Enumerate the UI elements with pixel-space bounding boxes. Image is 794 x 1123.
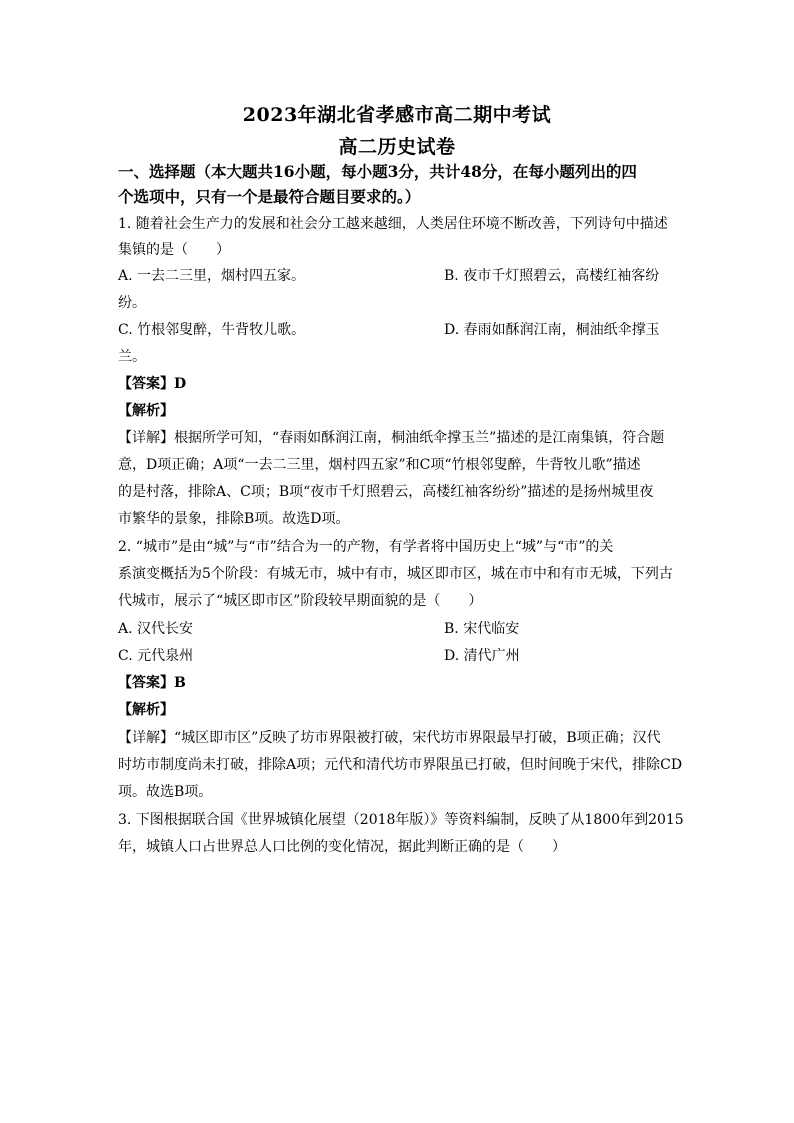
q2-option-d: D. 清代广州 bbox=[444, 648, 520, 664]
q2-option-b: B. 宋代临安 bbox=[444, 621, 520, 637]
q1-detail-line2: 意，D项正确；A项“一去二三里，烟村四五家”和C项“竹根邻叟醉，牛背牧儿歌”描述 bbox=[118, 457, 641, 473]
q1-option-a: A. 一去二三里，烟村四五家。 bbox=[118, 268, 306, 284]
q3-stem-line2: 年，城镇人口占世界总人口比例的变化情况，据此判断正确的是（ ） bbox=[118, 839, 566, 855]
q2-detail-line3: 项。故选B项。 bbox=[118, 784, 213, 800]
q1-option-c: C. 竹根邻叟醉，牛背牧儿歌。 bbox=[118, 322, 306, 338]
q1-option-b-cont: 纷。 bbox=[118, 295, 146, 311]
q2-analysis-label: 【解析】 bbox=[118, 702, 174, 718]
q2-stem-line3: 代城市，展示了“城区即市区”阶段较早期面貌的是（ ） bbox=[118, 593, 483, 609]
q2-detail-line1: 【详解】“城区即市区”反映了坊市界限被打破，宋代坊市界限最早打破，B项正确；汉代 bbox=[118, 730, 661, 746]
q1-option-d: D. 春雨如酥润江南，桐油纸伞撑玉 bbox=[444, 322, 660, 338]
q2-stem-line2: 系演变概括为5个阶段：有城无市，城中有市，城区即市区，城在市中和有市无城，下列古 bbox=[118, 566, 673, 582]
q2-option-c: C. 元代泉州 bbox=[118, 648, 194, 664]
q1-detail-line1: 【详解】根据所学可知，“春雨如酥润江南，桐油纸伞撑玉兰”描述的是江南集镇，符合题 bbox=[118, 430, 665, 446]
q3-stem-line1: 3. 下图根据联合国《世界城镇化展望（2018年版）》等资料编制，反映了从1800年到2015 bbox=[118, 812, 684, 828]
q2-answer: 【答案】B bbox=[118, 675, 186, 691]
q2-stem-line1: 2. “城市”是由“城”与“市”结合为一的产物，有学者将中国历史上“城”与“市”的关 bbox=[118, 539, 614, 555]
q1-answer: 【答案】D bbox=[118, 376, 187, 392]
q1-option-d-cont: 兰。 bbox=[118, 349, 146, 365]
section-heading-line2: 个选项中，只有一个是最符合题目要求的。） bbox=[118, 187, 421, 206]
q2-detail-line2: 时坊市制度尚未打破，排除A项；元代和清代坊市界限虽已打破，但时间晚于宋代，排除CD bbox=[118, 757, 683, 773]
q1-analysis-label: 【解析】 bbox=[118, 403, 174, 419]
exam-title: 2023年湖北省孝感市高二期中考试 bbox=[242, 104, 552, 126]
exam-subtitle: 高二历史试卷 bbox=[338, 136, 456, 158]
q2-option-a: A. 汉代长安 bbox=[118, 621, 194, 637]
q1-stem-line2: 集镇的是（ ） bbox=[118, 242, 230, 258]
q1-detail-line4: 市繁华的景象，排除B项。故选D项。 bbox=[118, 511, 350, 527]
q1-detail-line3: 的是村落，排除A、C项；B项“夜市千灯照碧云，高楼红袖客纷纷”描述的是扬州城里夜 bbox=[118, 484, 654, 500]
q1-stem-line1: 1. 随着社会生产力的发展和社会分工越来越细，人类居住环境不断改善，下列诗句中描述 bbox=[118, 216, 668, 232]
section-heading-line1: 一、选择题（本大题共16小题，每小题3分，共计48分，在每小题列出的四 bbox=[118, 162, 637, 181]
q1-option-b: B. 夜市千灯照碧云，高楼红袖客纷 bbox=[444, 268, 660, 284]
